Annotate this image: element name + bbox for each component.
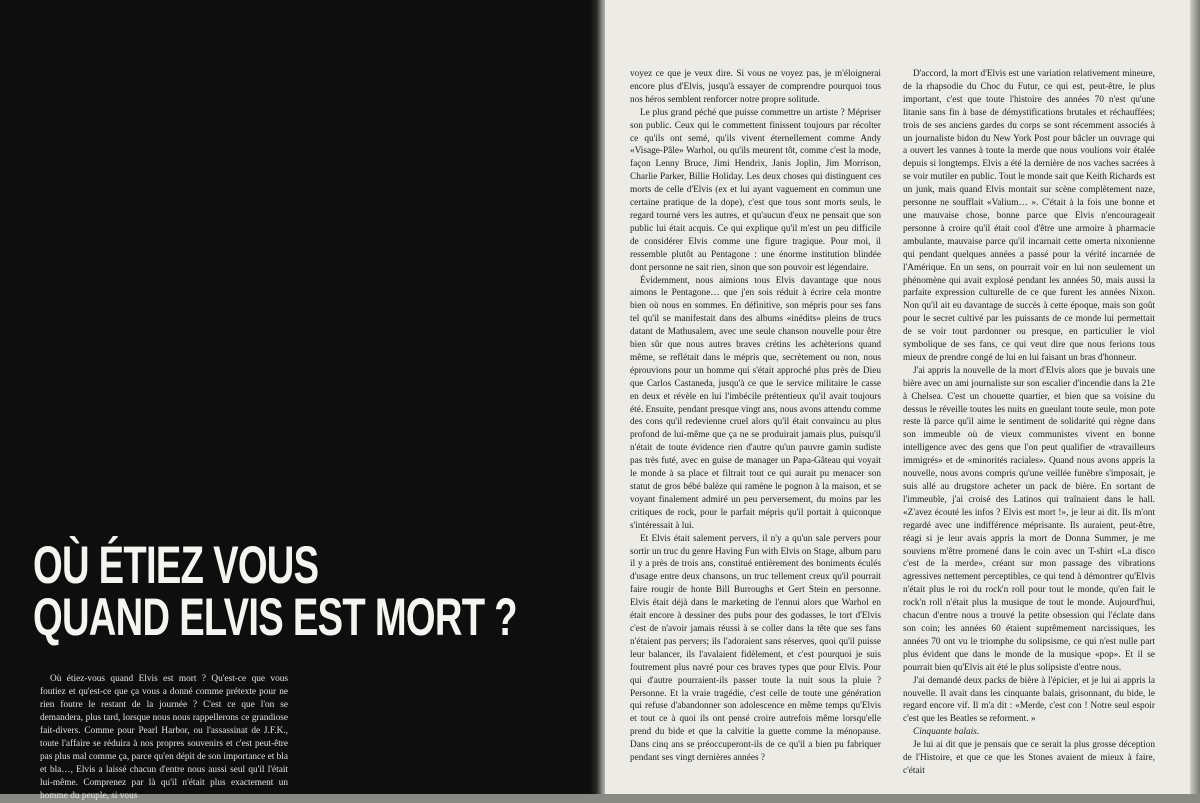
headline-line-2: QUAND ELVIS EST MORT ? [33, 588, 517, 647]
column-a-paragraph-2: Le plus grand péché que puisse commettre un artiste ? Mépriser son public. Ceux qui le commettent finissent toujours par récolter ce qu'ils ont semé, qu'ils vivent éternellement comme Andy «Visage-Pâle» Warhol, ou qu'ils meurent tôt, comme c'est la mode, façon Lenny Bruce, Jimi Hendrix, Janis Joplin, Jim Morrison, Charlie Parker, Billie Holiday. Les deux choses qui distinguent ces morts de celle d'Elvis (ex et lui ayant vaguement en commun une certaine pratique de la dope), c'est que tous sont morts seuls, le regard tourné vers les autres, et qu'aucun d'eux ne pensait que son public lui était acquis. Ce qui explique qu'il m'est un peu difficile de considérer Elvis comme une figure tragique. Pour moi, il ressemble plutôt au Pentagone : une énorme institution blindée dont personne ne sait rien, sinon que son pouvoir est légendaire. [630, 107, 881, 273]
column-b-paragraph-3: J'ai demandé deux packs de bière à l'épicier, et je lui ai appris la nouvelle. Il avait dans les cinquante balais, grisonnant, du bide, le regard encore vif. Il m'a dit : «Merde, c'est con ! Notre seul espoir c'est que les Beatles se reforment. » [903, 675, 1155, 725]
column-a-paragraph-4: Et Elvis était salement pervers, il n'y a qu'un sale pervers pour sortir un truc du genre Having Fun with Elvis on Stage, album paru il y a près de trois ans, constitué entièrement des boniments éculés d'usage entre deux chansons, un truc tellement creux qu'il pourrait faire rougir de honte Bill Burroughs et Gert Stein en personne. Elvis était déjà dans le marketing de l'ennui alors que Warhol en était encore à dessiner des pubs pour des godasses, le tort d'Elvis c'est de n'avoir jamais réussi à se coller dans la tête que ses fans n'étaient pas pervers; ils l'adoraient sans réserves, quoi qu'il puisse leur balancer, ils l'avalaient fidèlement, et c'est pourquoi je suis foutrement plus navré pour ces braves types que pour Elvis. Pour qui d'autre pourraient-ils passer toute la nuit sous la pluie ? Personne. Et la vraie tragédie, c'est celle de toute une génération qui refuse d'abandonner son adolescence en même temps qu'Elvis et tout ce à quoi ils ont pensé croire autrefois même lorsqu'elle prend du bide et que la calvitie la guette comme la ménopause. Dans cinq ans se préoccuperont-ils de ce qu'il a bien pu fabriquer pendant ses vingt dernières années ? [630, 533, 881, 764]
text-column-right [903, 68, 1155, 778]
column-b-paragraph-4: Cinquante balais. [913, 727, 980, 738]
column-b-paragraph-2: J'ai appris la nouvelle de la mort d'Elvis alors que je buvais une bière avec un ami journaliste sur son escalier d'incendie dans la 21e à Chelsea. C'est un chouette quartier, et bien que sa voisine du dessus le réveille toutes les nuits en gueulant toute seule, mon pote reste là parce qu'il aime le sentiment de solidarité qui règne dans son immeuble où de vieux communistes vivent en bonne intelligence avec des gens que l'on peut qualifier de «travailleurs immigrés» et de «minorités raciales». Quand nous avons appris la nouvelle, nous avons compris qu'une veillée funèbre s'imposait, je suis allé au drugstore acheter un pack de bière. En sortant de l'immeuble, j'ai croisé des Latinos qui traînaient dans le hall. «Z'avez écouté les infos ? Elvis est mort !», je leur ai dit. Ils m'ont regardé avec une indifférence méprisante. Ils auraient, peut-être, réagi si je leur avais appris la mort de Donna Summer, je me souviens m'être promené dans le coin avec un T-shirt «La disco c'est de la merde», créant sur mon passage des vibrations agressives nettement perceptibles, ce qui tend à démontrer qu'Elvis n'était plus le roi du rock'n roll pour tout le monde, qu'en fait le rock'n roll n'était plus la musique de tout le monde. Aujourd'hui, chacun d'entre nous a trouvé la petite obsession qui l'éclate dans son coin; les années 60 étaient suprêmement narcissiques, les années 70 ont vu le triomphe du solipsisme, ce qui n'est nulle part plus évident que dans le monde de la musique «pop». Et il se pourrait bien qu'Elvis ait été le plus solipsiste d'entre nous. [903, 365, 1155, 673]
intro-paragraph: Où étiez-vous quand Elvis est mort ? Qu'est-ce que vous foutiez et qu'est-ce que ça vous a donné comme prétexte pour ne rien foutre le restant de la journée ? C'est ce que l'on se demandera, plus tard, lorsque nous nous rappellerons ce grandiose fait-divers. Comme pour Pearl Harbor, ou l'assassinat de J.F.K., toute l'affaire se réduira à nos propres souvenirs et c'est peut-être pas plus mal comme ça, parce qu'en dépit de son importance et bla et bla…, Elvis a laissé chacun d'entre nous aussi seul qu'il l'était lui-même. Comprenez par là qu'il n'était plus exactement un homme du peuple, si vous [40, 674, 288, 801]
text-column-left [630, 68, 881, 765]
page-edge [1190, 0, 1200, 794]
column-a-paragraph-1: voyez ce que je veux dire. Si vous ne voyez pas, je m'éloignerai encore plus d'Elvis, jusqu'à essayer de comprendre pourquoi tous nos héros semblent renforcer notre propre solitude. [630, 69, 881, 105]
left-page [0, 0, 597, 801]
column-b-paragraph-1: D'accord, la mort d'Elvis est une variation relativement mineure, de la rhapsodie du Choc du Futur, ce qui est, peut-être, le plus important, c'est que toute l'histoire des années 70 n'est qu'une litanie sans fin à base de démystifications brutales et réchauffées; trois de ses anciens gardes du corps se sont récemment associés à un journaliste bidon du New York Post pour bâcler un ouvrage qui a ouvert les vannes à toute la merde que nous voulions voir étalée depuis si longtemps. Elvis a été la dernière de nos vaches sacrées à se voir mutiler en public. Tout le monde sait que Keith Richards est un junk, mais quand Elvis montait sur scène complètement naze, personne ne soufflait «Valium… ». C'était à la fois une bonne et une mauvaise chose, bonne parce que Elvis n'encourageait personne à croire qu'il était cool d'être une armoire à pharmacie ambulante, mauvaise parce qu'il incarnait cette omerta nixonienne qui pendant quelques années a passé pour la vérité incarnée de l'Amérique. En un sens, on pourrait voir en lui non seulement un phénomène qui avait explosé pendant les années 50, mais aussi la parfaite expression culturelle de ce que furent les années Nixon. Non qu'il ait eu davantage de succès à cette époque, mais son goût pour le secret cultivé par les puissants de ce monde lui permettait de se voir tout pardonner ou presque, en particulier le viol symbolique de ses fans, ce qui veut dire que nous ferions tous mieux de prendre congé de lui en lui faisant un bras d'honneur. [903, 69, 1155, 363]
article-headline [33, 536, 517, 647]
column-a-paragraph-3: Évidemment, nous aimions tous Elvis davantage que nous aimons le Pentagone… que j'en sois réduit à écrire cela montre bien où nous en sommes. En définitive, son mépris pour ses fans tel qu'il se manifestait dans des albums «inédits» pleins de trucs datant de Mathusalem, avec une seule chanson nouvelle pour être bien sûr que nous autres braves crétins les achèterions quand même, se reflétait dans le mépris que, secrètement ou non, nous éprouvions pour un homme qui s'était approché plus près de Dieu que Carlos Castaneda, jusqu'à ce que le service militaire le casse en deux et révèle en lui l'imbécile prétentieux qu'il avait toujours été. Ensuite, pendant presque vingt ans, nous avons attendu comme des cons qu'il redevienne cruel alors qu'il était convaincu au plus profond de lui-même que ça ne se produirait jamais plus, puisqu'il n'était de toute évidence rien d'autre qu'un pauvre gamin sudiste pas très futé, avec en guise de manager un Papa-Gâteau qui voyait le monde à sa place et filtrait tout ce qui aurait pu menacer son statut de gros bébé balèze qui ramène le pognon à la maison, et se voyant finalement admiré un peu perversement, du moins par les critiques de rock, pour le parfait mépris qu'il portait à quiconque s'intéressait à lui. [630, 275, 881, 531]
column-b-paragraph-5: Je lui ai dit que je pensais que ce serait la plus grosse déception de l'Histoire, et que ce que les Stones avaient de mieux à faire, c'était [903, 740, 1155, 776]
headline-line-1: OÙ ÉTIEZ VOUS [33, 536, 319, 595]
